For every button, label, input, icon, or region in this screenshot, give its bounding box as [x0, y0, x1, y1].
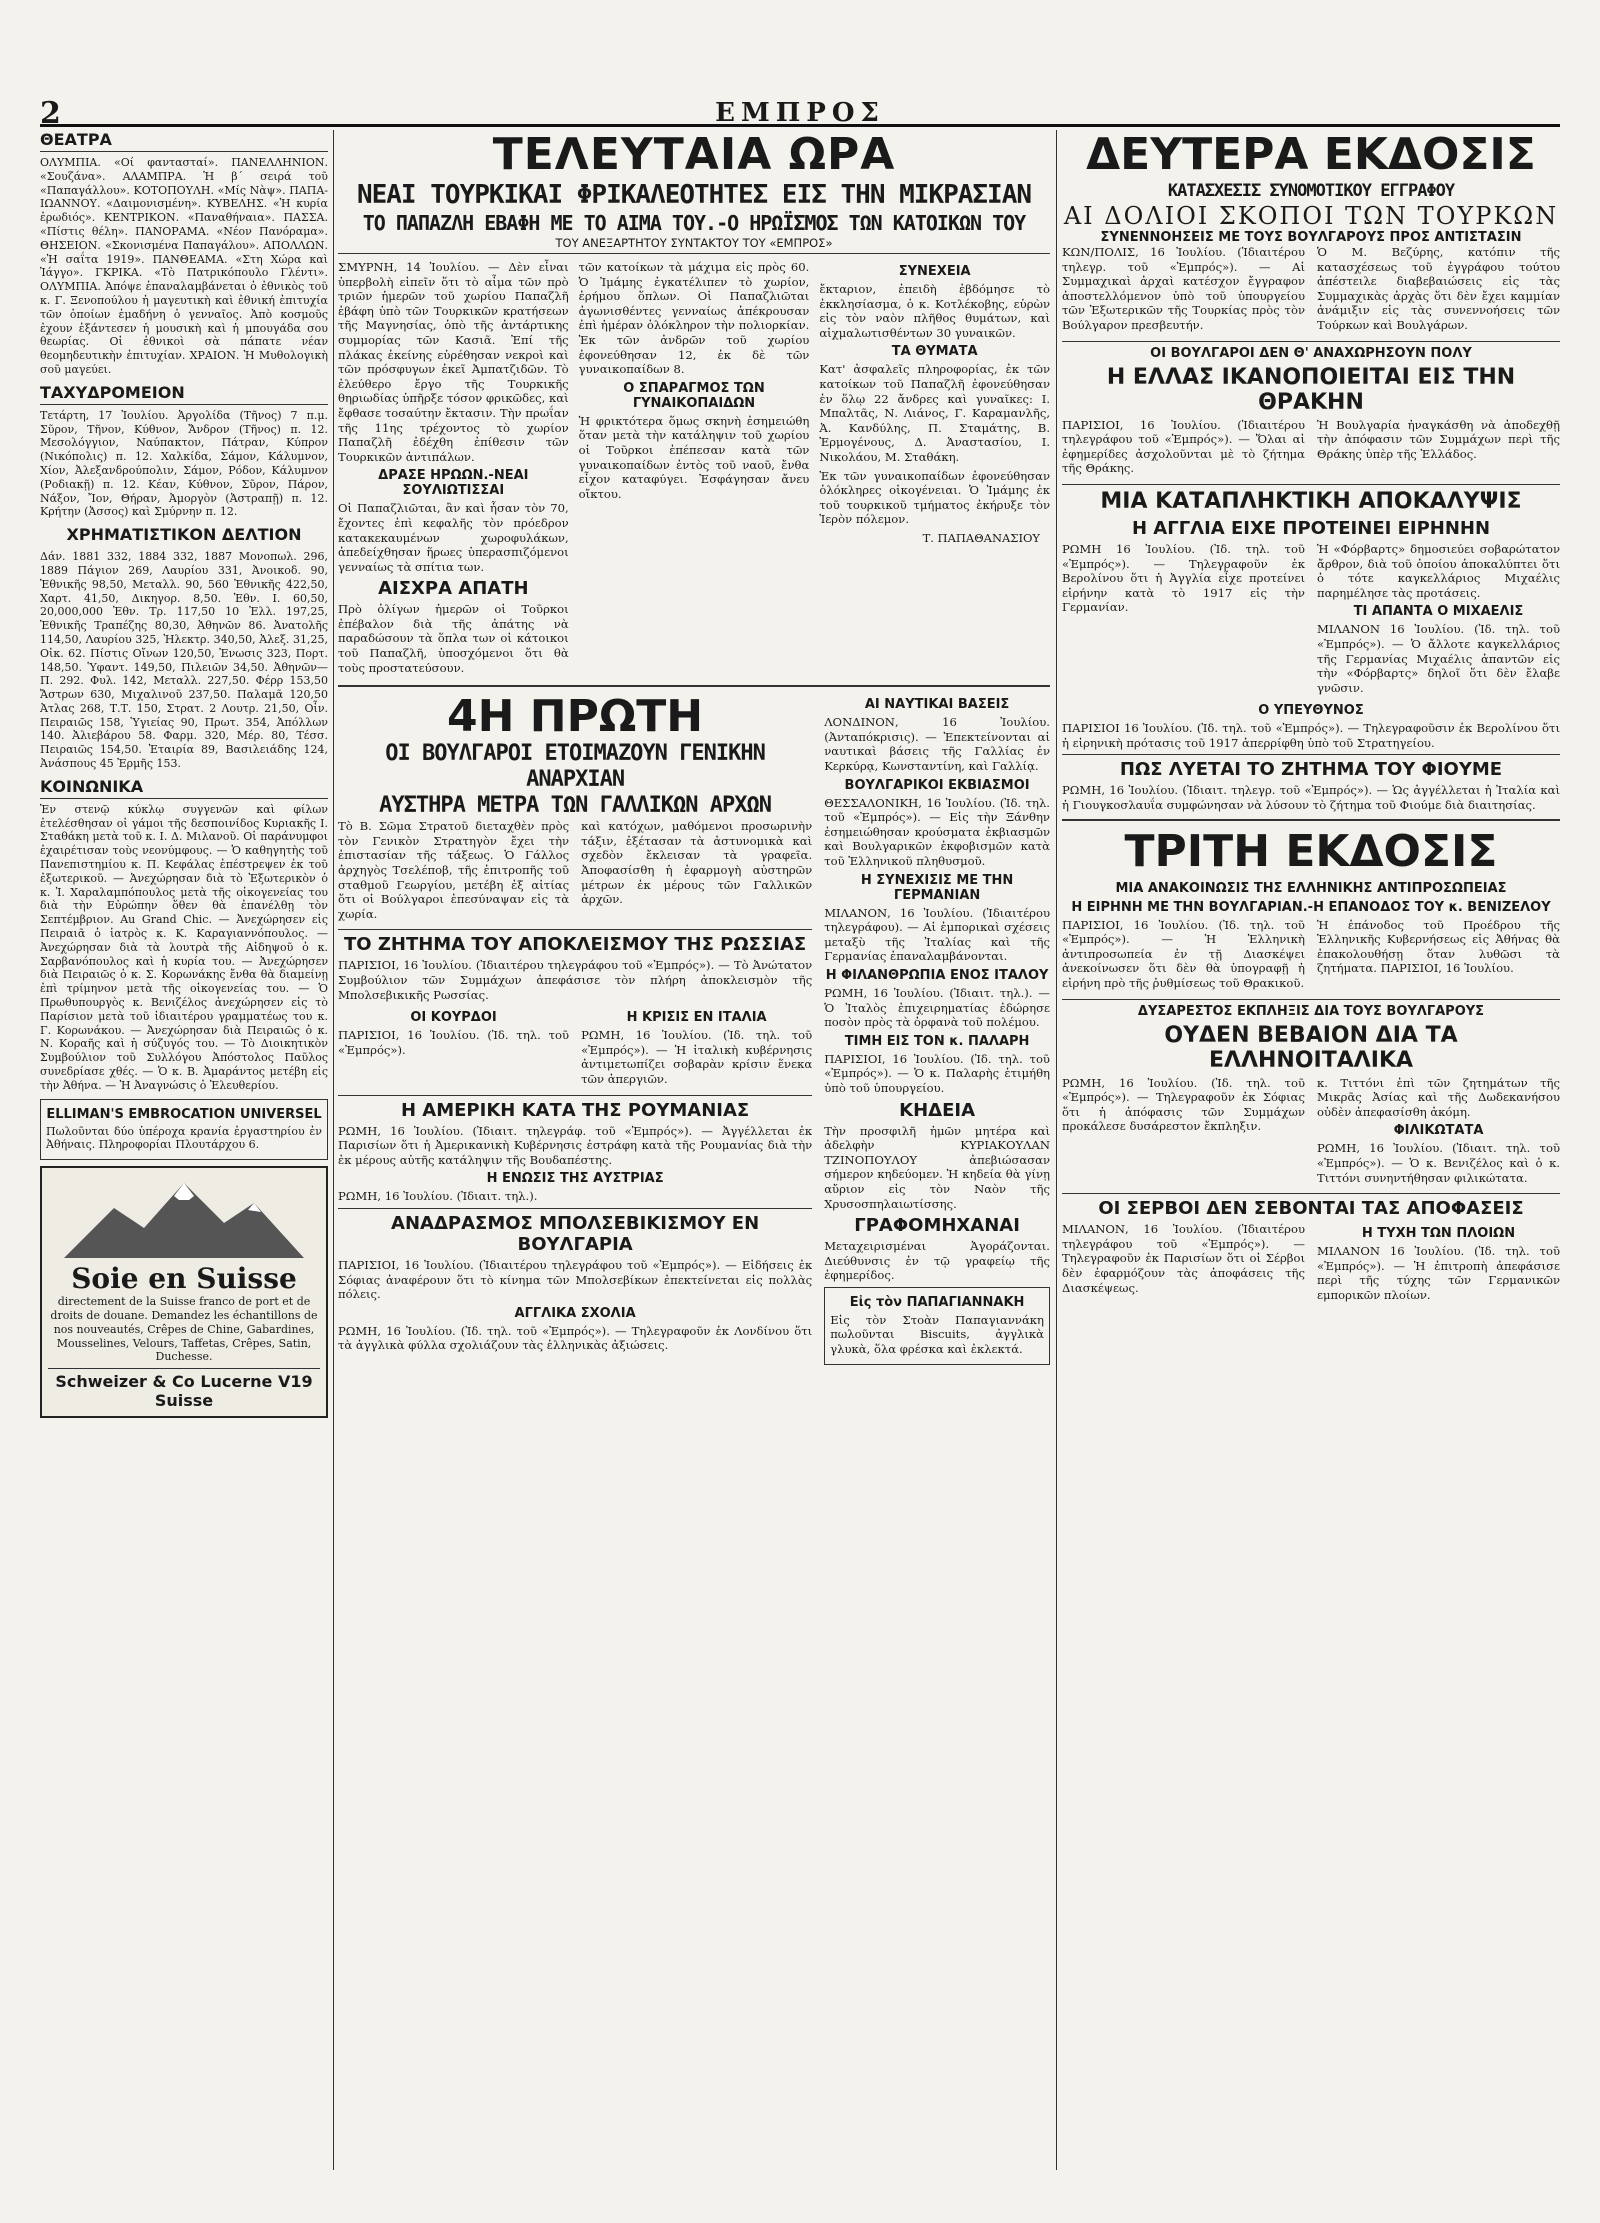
story-subhead: ΔΥΣΑΡΕΣΤΟΣ ΕΚΠΛΗΞΙΣ ΔΙΑ ΤΟΥΣ ΒΟΥΛΓΑΡΟΥΣ [1137, 1003, 1485, 1019]
story-subhead: Η ΑΓΓΛΙΑ ΕΙΧΕ ΠΡΟΤΕΙΝΕΙ ΕΙΡΗΝΗΝ [1131, 517, 1491, 539]
signature: Τ. ΠΑΠΑΘΑΝΑΣΙΟΥ [922, 530, 1041, 545]
divider [338, 1095, 812, 1096]
story-subhead: Η ΕΛΛΑΣ ΙΚΑΝΟΠΟΙΕΙΤΑΙ ΕΙΣ ΤΗΝ ΘΡΑΚΗΝ [1106, 364, 1516, 415]
story-text: ΜΙΛΑΝΟΝ, 16 Ἰουλίου. (Ἰδιαιτέρου τηλεγράφου τοῦ «Ἐμπρός»). — Τηλεγραφοῦν ἐκ Παρισίων ὅτι οἱ Σέρβοι δὲν ἐφαρμόζουν τὰς ἀποφάσεις τῆς Διασκέψεως. [1062, 1222, 1305, 1295]
story-text: ΡΩΜΗ, 16 Ἰουλίου. (Ἰδιαιτ. τηλ. τοῦ «Ἐμπρός»). — Ὁ κ. Βενιζέλος καὶ ὁ κ. Τιττόνι συνηντήθησαν φιλικώτατα. [1317, 1141, 1560, 1185]
story-col-3 [819, 260, 1050, 679]
story-columns [1062, 1076, 1560, 1190]
story-subhead: ΒΟΥΛΓΑΡΙΚΟΙ ΕΚΒΙΑΣΜΟΙ [844, 777, 1030, 793]
story-subhead: ΟΥΔΕΝ ΒΕΒΑΙΟΝ ΔΙΑ ΤΑ ΕΛΛΗΝΟΙΤΑΛΙΚΑ [1164, 1022, 1458, 1073]
story-col [1062, 245, 1305, 337]
finance-section [40, 525, 328, 771]
story-col [1317, 245, 1560, 337]
divider [1062, 341, 1560, 342]
theatre-section [40, 130, 328, 377]
story-columns [1062, 918, 1560, 995]
story-subhead: Η ΣΥΝΕΧΙΣΙΣ ΜΕ ΤΗΝ ΓΕΡΜΑΝΙΑΝ [860, 872, 1014, 903]
ad-text: Πωλοῦνται δύο ὑπέροχα κρανία ἐργαστηρίου ἐν Ἀθήναις. Πληροφορίαι Πλουτάρχου 6. [46, 1124, 322, 1152]
story-text: ΣΜΥΡΝΗ, 14 Ἰουλίου. — Δὲν εἶναι ὑπερβολὴ εἰπεῖν ὅτι τὸ αἷμα τῶν πρὸ τριῶν ἡμερῶν τοῦ χωρίου Παπαζλῆ ἐβάφη ὑπὸ τῶν Τουρκικῶν κρατήσεων τῆς Μαγνησίας, ὁπὸ τῆς ἀντάρτικης συμμορίας τῶν Κασιᾶ. Ἐπί τῆς πλάκας ἐκείνης εὑρέθησαν νεκροὶ καὶ τῶν πρόσφυγων ἐκεῖ Ἀμπατζιδῶν. Τὸ ἐλεύθερο ἔργο τῆς Τουρκικῆς θηριωδίας ὑπῆρξε τόσον φρικῶδες, καὶ ἔφθασε τοσαύτην ἔκτασιν. Τὴν πρωΐαν τῆς 11ης τρέχοντος τὸ χωρίον Παπαζλῆ ἐδέχθη ἐπίθεσιν τῶν Τουρκικῶν ἀντιπάλων. [338, 260, 569, 464]
story-text: Τὴν προσφιλῆ ἡμῶν μητέρα καὶ ἀδελφὴν ΚΥΡΙΑΚΟΥΛΑΝ ΤΖΙΝΟΠΟΥΛΟΥ ἀπεβιώσασαν σήμερον κηδεύομεν. Ἡ κηδεία θὰ γίνῃ αὔριον εἰς τὸν Ναὸν τῆς Χρυσοσπηλαιωτίσσης. [824, 1123, 1050, 1211]
byline: ΤΟΥ ΑΝΕΞΑΡΤΗΤΟΥ ΣΥΝΤΑΚΤΟΥ ΤΟΥ «ΕΜΠΡΟΣ» [338, 236, 1050, 254]
subheadline: ΝΕΑΙ ΤΟΥΡΚΙΚΑΙ ΦΡΙΚΑΛΕΟΤΗΤΕΣ ΕΙΣ ΤΗΝ ΜΙΚΡΑΣΙΑΝ [356, 180, 1032, 210]
ad-elliman [40, 1099, 328, 1161]
story-text: ΠΑΡΙΣΙΟΙ, 16 Ἰουλίου. (Ἰδ. τηλ. τοῦ «Ἐμπρός»). — Ἡ Ἑλληνικὴ ἀντιπροσωπεία ἐν τῇ Διασκέψει ἀνεκοίνωσεν ὅτι δὲν θὰ ὑπογραφῇ ἡ εἰρήνη πρὸ τῆς ῥυθμίσεως τοῦ Θρακικοῦ. [1062, 917, 1305, 991]
story-text: ΠΑΡΙΣΙΟΙ 16 Ἰουλίου. (Ἰδ. τηλ. τοῦ «Ἐμπρός»). — Τηλεγραφοῦσιν ἐκ Βερολίνου ὅτι ἡ εἰρηνικὴ πρότασις τοῦ 1917 ἀπερρίφθη ὑπὸ τοῦ Στρατηγείου. [1062, 721, 1560, 750]
story-subhead: ΤΑ ΘΥΜΑΤΑ [891, 344, 978, 360]
story-text: Τὸ Β. Σῶμα Στρατοῦ διεταχθὲν πρὸς τὸν Γενικὸν Στρατηγὸν ἔχει τὴν ἐπιστασίαν τῆς τάξεως. Ὁ Γάλλος ἀρχηγὸς Τσελέποβ, τῆς ἐπιτροπῆς τοῦ σταθμοῦ Γεωργίου, μετέβη ἐξ αἰτίας ὅτι οἱ Βούλγαροι ἐπεσύναψαν εἰς τὰ χωρία. [338, 819, 570, 921]
ad-text: Εἰς τὸν Στοὰν Παπαγιαννάκη πωλοῦνται Biscuits, ἀγγλικὰ γλυκὰ, ὅλα φρέσκα καὶ ἐκλεκτά. [830, 1312, 1044, 1357]
story-text: ΡΩΜΗ, 16 Ἰουλίου. (Ἰδ. τηλ. τοῦ «Ἐμπρός»). — Ἡ ἰταλικὴ κυβέρνησις ἀντιμετωπίζει σοβαρὰν κρίσιν ἕνεκα τῶν ἀπεργιῶν. [581, 1028, 813, 1086]
story-subhead: ΟΙ ΚΟΥΡΔΟΙ [410, 1010, 497, 1026]
story-text: ΠΑΡΙΣΙΟΙ, 16 Ἰουλίου. (Ἰδιαιτέρου τηλεγράφου τοῦ «Ἐμπρός»). — Ὅλαι αἱ ἐφημερίδες ἀσχολοῦνται μὲ τὸ ζήτημα τῆς Θράκης. [1062, 417, 1305, 476]
story-text: Ἡ φρικτότερα ὅμως σκηνὴ ἐσημειώθη ὅταν μετὰ τὴν κατάληψιν τοῦ χωρίου οἱ Τοῦρκοι ἐπέπεσαν κατὰ τῶν γυναικοπαίδων ἐντὸς τοῦ ναοῦ, ἔνθα εἶχον καταφύγει. Ἐσφάγησαν ἄνευ οἴκτου. [578, 413, 810, 501]
ad-logo: Soie en Suisse [71, 1262, 297, 1296]
divider [1062, 819, 1560, 821]
prote-headline: 4Η ΠΡΩΤΗ [447, 691, 704, 743]
news-grid [338, 1006, 812, 1090]
story-text: ΡΩΜΗ, 16 Ἰουλίου. (Ἰδιαιτ. τηλεγρ. τοῦ «Ἐμπρός»). — Ὡς ἀγγέλλεται ἡ Ἰταλία καὶ ἡ Γιουγκοσλαυΐα συμφώνησαν νὰ λύσουν τὸ ζήτημα τοῦ Φιούμε διὰ διαιτησίας. [1062, 783, 1560, 813]
story-columns [1062, 542, 1560, 699]
story-text: ἔκταριον, ἐπειδὴ ἐβδόμησε τὸ ἐκκλησίασμα, ὁ κ. Κοτλέκοβης, εὑρὼν εἰς τὸν ναὸν πλῆθος θυμάτων, καὶ αἰχμαλωτισθέντων 30 γυναικῶν. [819, 282, 1050, 340]
story-col [1317, 418, 1560, 480]
story-subhead: Η ΕΙΡΗΝΗ ΜΕ ΤΗΝ ΒΟΥΛΓΑΡΙΑΝ.-Η ΕΠΑΝΟΔΟΣ ΤΟΥ κ. ΒΕΝΙΖΕΛΟΥ [1071, 899, 1551, 915]
divider [1062, 754, 1560, 755]
mountain-illustration [64, 1178, 304, 1258]
story-subhead: Η ΤΥΧΗ ΤΩΝ ΠΛΟΙΩΝ [1361, 1226, 1516, 1242]
story-col [1317, 542, 1560, 699]
center-column [338, 130, 1050, 2190]
divider [338, 929, 812, 930]
story-col [1317, 918, 1560, 995]
paper-title: ΕΜΠΡΟΣ [715, 98, 885, 128]
story-subhead: ΑΙ ΝΑΥΤΙΚΑΙ ΒΑΣΕΙΣ [864, 697, 1010, 713]
story-text: ΠΑΡΙΣΙΟΙ, 16 Ἰουλίου. (Ἰδ. τηλ. τοῦ «Ἐμπρός»). [338, 1028, 570, 1057]
divider [338, 685, 1050, 687]
story-subhead: ΦΙΛΙΚΩΤΑΤΑ [1393, 1123, 1484, 1139]
section-heading: ΤΑΧΥΔΡΟΜΕΙΟΝ [40, 383, 328, 405]
divider [1062, 999, 1560, 1000]
story-text: Μεταχειρισμέναι Ἀγοράζονται. Διεύθυνσις ἐν τῷ γραφείῳ τῆς ἐφημερίδος. [824, 1239, 1050, 1283]
prote-body [338, 819, 812, 925]
column-rule [1056, 130, 1057, 2170]
subheadline: ΚΑΤΑΣΧΕΣΙΣ ΣΥΝΟΜΟΤΙΚΟΥ ΕΓΓΡΑΦΟΥ [1167, 181, 1455, 201]
story-text: ΡΩΜΗ, 16 Ἰουλίου. (Ἰδιαιτ. τηλεγράφ. τοῦ «Ἐμπρός»). — Ἀγγέλλεται ἐκ Παρισίων ὅτι ἡ Ἀμερικανικὴ Κυβέρνησις ἐστράφη κατὰ τῆς Ρουμανίας διὰ τὴν ἐκ μέρους αὐτῆς κατάληψιν τῆς Βουδαπέστης. [338, 1123, 813, 1167]
ad-body: directement de la Suisse franco de port et de droits de douane. Demandez les échantillons de nos nouveautés, Crêpes de Chine, Gabardines, Mousselines, Velours, Taffetas, Crêpes, Satin, Duchesse. [50, 1295, 318, 1364]
story-subhead: Η ΚΡΙΣΙΣ ΕΝ ΙΤΑΛΙΑ [626, 1010, 767, 1026]
story-subhead: ΟΙ ΒΟΥΛΓΑΡΟΙ ΔΕΝ Θ' ΑΝΑΧΩΡΗΣΟΥΝ ΠΟΛΥ [1150, 345, 1472, 361]
story-subhead: ΜΙΑ ΑΝΑΚΟΙΝΩΣΙΣ ΤΗΣ ΕΛΛΗΝΙΚΗΣ ΑΝΤΙΠΡΟΣΩΠΕΙΑΣ [1115, 880, 1507, 896]
edition-headline: ΤΡΙΤΗ ΕΚΔΟΣΙΣ [1124, 825, 1498, 877]
story-text: ΠΑΡΙΣΙΟΙ, 16 Ἰουλίου. (Ἰδ. τηλ. τοῦ «Ἐμπρός»). — Ὁ κ. Παλαρὴς ἐτιμήθη ὑπὸ τοῦ ὑπουργείου. [824, 1051, 1050, 1095]
story-subhead: ΤΙΜΗ ΕΙΣ ΤΟΝ κ. ΠΑΛΑΡΗ [844, 1033, 1030, 1049]
story-col [1062, 1222, 1305, 1306]
column-rule [333, 130, 334, 2170]
story-text: ΚΩΝ/ΠΟΛΙΣ, 16 Ἰουλίου. (Ἰδιαιτέρου τηλεγρ. τοῦ «Ἐμπρός»). — Αἱ Συμμαχικαὶ ἀρχαὶ κατέσχον ἔγγραφον ἀποστελλόμενον ὑπὸ τοῦ ὑπουργείου τῶν Ἐξωτερικῶν τῆς Τουρκίας πρὸς τὸν Βούλγαρον πρεσβευτήν. [1062, 245, 1305, 332]
story-text: Ἡ «Φόρβαρτς» δημοσιεύει σοβαρώτατον ἄρθρον, διὰ τοῦ ὁποίου ἀποκαλύπτει ὅτι ὁ τότε καγκελλάριος Μιχαέλις παρημέλησε τὰς προτάσεις. [1317, 541, 1560, 600]
section-text: ΟΛΥΜΠΙΑ. «Οί φαντασταί». ΠΑΝΕΛΛΗΝΙΟΝ. «Σουζάνα». ΑΛΑΜΠΡΑ. Ἡ β΄ σειρά τοῦ «Παπαγάλλου». ΚΟΤΟΠΟΥΛΗ. «Μίς Νὰψ». ΠΑΠΑ-ΙΩΑΝΝΟΥ. «Δαιμονισμένη». ΚΥΒΕΛΗΣ. «Ἡ κυρία ἐρωδιός». ΚΕΝΤΡΙΚΟΝ. «Παναθήναια». ΠΑΣΣΑ. «Πίστις θέλη». ΠΑΝΟΡΑΜΑ. «Νέον Πανόραμα». ΘΗΣΕΙΟΝ. «Σκονισμένα Παπαγάλου». ΑΠΟΛΛΩΝ. «Ἡ σαΐτα 1919». ΠΑΝΘΕΑΜΑ. «Στη Χώρα καὶ Ἰάγγο». ΓΚΡΙΚΑ. «Τὸ Πατρικόπουλο Γλέντι». ΟΛΥΜΠΙΑ. Ἀπόψε ἐπαναλαμβάνεται ὁ ἐθνικὸς τοῦ κ. Γ. Ξενοπούλου ἡ μαγευτικὴ καὶ ἐθνική ἐπιτυχία τῶν ὁποίων ἐμαδήνη ὁ γενναῖος. Ἀπὸ κοσμοῦς ἐχουν ἐξάντεσεν ἡ μουσικὴ καὶ ἡ μπουγάδα σου θεωρίας. Οἱ ἐθνικοὶ σὰ πάπατε νέαν θεομηδευτικὴν ἐπιτυχίαν. ΧΡΑΙΟΝ. Ἡ Μυθολογικὴ σοῦ μαγεύει. [40, 156, 328, 376]
story-text: ΛΟΝΔΙΝΟΝ, 16 Ἰουλίου. (Ἀνταπόκρισις). — Ἐπεκτείνονται αἱ ναυτικαὶ βάσεις τῆς Γαλλίας ἐν Κερκύρᾳ, Κωνσταντίνη, καὶ Γαλλίᾳ. [824, 715, 1050, 774]
story-subhead: ΚΗΔΕΙΑ [899, 1099, 976, 1121]
left-column [40, 130, 328, 2190]
page-number: 2 [40, 96, 61, 131]
story-subhead: ΜΙΑ ΚΑΤΑΠΛΗΚΤΙΚΗ ΑΠΟΚΑΛΥΨΙΣ [1100, 488, 1522, 514]
story-text: Ἡ Βουλγαρία ἠναγκάσθη νὰ ἀποδεχθῇ τὴν ἀπόφασιν τῶν Συμμάχων περὶ τῆς Θράκης ὑπὲρ τῆς Ἑλλάδος. [1317, 417, 1560, 461]
divider [1062, 1193, 1560, 1194]
story-subhead: ΠΩΣ ΛΥΕΤΑΙ ΤΟ ΖΗΤΗΜΑ ΤΟΥ ΦΙΟΥΜΕ [1119, 759, 1503, 781]
story-col-2 [579, 260, 810, 679]
story-subhead: ΔΡΑΣΕ ΗΡΩΩΝ.-ΝΕΑΙ ΣΟΥΛΙΩΤΙΣΣΑΙ [378, 468, 529, 499]
story-subhead: ΤΟ ΖΗΤΗΜΑ ΤΟΥ ΑΠΟΚΛΕΙΣΜΟΥ ΤΗΣ ΡΩΣΣΙΑΣ [343, 934, 807, 956]
story-col [1317, 1076, 1560, 1190]
story-text: κ. Τιττόνι ἐπὶ τῶν ζητημάτων τῆς Μικρᾶς Ἀσίας καὶ τῆς Δωδεκανήσου οὐδὲν ἀπεφασίσθη ἀκόμη. [1317, 1075, 1560, 1119]
story-subhead: Ο ΥΠΕΥΘΥΝΟΣ [1258, 703, 1364, 719]
story-columns [1062, 418, 1560, 480]
right-column [1062, 130, 1560, 2190]
story-subhead: Η ΕΝΩΣΙΣ ΤΗΣ ΑΥΣΤΡΙΑΣ [486, 1171, 664, 1187]
divider [338, 1208, 812, 1209]
story-subhead: ΣΥΝΕΧΕΙΑ [898, 264, 971, 279]
social-section [40, 777, 328, 1093]
story-text: ΡΩΜΗ, 16 Ἰουλίου. (Ἰδ. τηλ. τοῦ «Ἐμπρός»). — Τηλεγραφοῦν ἐκ Σόφιας ὅτι ἡ ἀπόφασις τῶν Συμμάχων προκάλεσε δυσάρεστον ἔκπληξιν. [1062, 1075, 1305, 1134]
story-columns [338, 260, 1050, 679]
story-subhead: ΟΙ ΣΕΡΒΟΙ ΔΕΝ ΣΕΒΟΝΤΑΙ ΤΑΣ ΑΠΟΦΑΣΕΙΣ [1098, 1198, 1524, 1220]
story-text: ΜΙΛΑΝΟΝ 16 Ἰουλίου. (Ἰδ. τηλ. τοῦ «Ἐμπρός»). — Ὁ ἄλλοτε καγκελλάριος τῆς Γερμανίας Μιχαέλις ἀπαντῶν εἰς τὴν «Φόρβαρτς» δηλοῖ ὅτι δὲν ἔλαβε γνῶσιν. [1317, 622, 1560, 695]
story-text: ΡΩΜΗ, 16 Ἰουλίου. (Ἰδ. τηλ. τοῦ «Ἐμπρός»). — Τηλεγραφοῦν ἐκ Λονδίνου ὅτι τὰ ἀγγλικὰ φύλλα σχολιάζουν τὰς ἑλληνικὰς ἀξιώσεις. [338, 1323, 813, 1353]
story-text: ΠΑΡΙΣΙΟΙ, 16 Ἰουλίου. (Ἰδιαιτέρου τηλεγράφου τοῦ «Ἐμπρός»). — Τὸ Ἀνώτατον Συμβούλιον τῶν Συμμάχων ἀπεφάσισε τὸν πλήρη ἀποκλεισμὸν τῆς Μπολσεβικικῆς Ρωσσίας. [338, 958, 813, 1002]
divider [1062, 484, 1560, 485]
lower-left [338, 693, 812, 1368]
story-text: ΜΙΛΑΝΟΝ 16 Ἰουλίου. (Ἰδ. τηλ. τοῦ «Ἐμπρός»). — Ἡ ἐπιτροπὴ ἀπεφάσισε περὶ τῆς τύχης τῶν Γερμανικῶν εμπορικῶν πλοίων. [1317, 1244, 1560, 1302]
lower-columns [338, 693, 1050, 1368]
story-text: ΠΑΡΙΣΙΟΙ, 16 Ἰουλίου. (Ἰδιαιτέρου τηλεγράφου τοῦ «Ἐμπρός»). — Εἰδήσεις ἐκ Σόφιας ἀναφέρουν ὅτι τὸ κίνημα τῶν Μπολσεβίκων ἐπεκτείνεται εἰς πολλὰς πόλεις. [338, 1257, 813, 1302]
edition-headline: ΔΕΥΤΕΡΑ ΕΚΔΟΣΙΣ [1086, 130, 1536, 180]
news-col [338, 1006, 569, 1090]
story-subhead: Η ΦΙΛΑΝΘΡΩΠΙΑ ΕΝΟΣ ΙΤΑΛΟΥ [825, 967, 1049, 983]
section-heading: ΧΡΗΜΑΤΙΣΤΙΚΟΝ ΔΕΛΤΙΟΝ [66, 525, 302, 545]
story-text: ΡΩΜΗ, 16 Ἰουλίου. (Ἰδιαιτ. τηλ.). [338, 1189, 538, 1204]
headline: ΤΕΛΕΥΤΑΙΑ ΩΡΑ [492, 130, 896, 180]
story-text: Οἱ Παπαζλιῶται, ἂν καὶ ἦσαν τὸν 70, ἔχοντες ἐπὶ κεφαλῆς τὸν πρόεδρον κατακεκαυμένων χωροφυλάκων, ἀπεδείχθησαν ἥρωες ὑπερασπιζόμενοι γενναίως τὰ σπίτια των. [338, 501, 569, 574]
prote-subheadline-2: ΑΥΣΤΗΡΑ ΜΕΤΡΑ ΤΩΝ ΓΑΛΛΙΚΩΝ ΑΡΧΩΝ [379, 793, 772, 819]
masthead [40, 96, 1560, 131]
story-col [1062, 1076, 1305, 1190]
story-col [1062, 918, 1305, 995]
section-text: Ἐν στενῷ κύκλῳ συγγενῶν καὶ φίλων ἐτελέσθησαν οἱ γάμοι τῆς δεσποινίδος Κυριακῆς Ι. Σταθάκη μετὰ τοῦ κ. Ι. Δ. Μιλανοῦ. Οἱ παράνυμφοι ἐχαιρέτισαν τοὺς νεονύμφους. — Ὁ καθηγητὴς τοῦ Πανεπιστημίου κ. Π. Κεφάλας ἐπέστρεψεν ἐκ τοῦ ἐξωτερικοῦ. — Ἀνεχώρησαν διὰ τὸ Ἐξωτερικὸν ὁ κ. Ἰ. Χαραλαμπόπουλος μετὰ τῆς οἰκογενείας του διὰ τὴν Εὐρώπην ὅθεν θὰ ἐπανέλθῃ τὸν Σεπτέμβριον. Au Grand Chic. — Ἀνεχώρησεν εἰς Πειραιᾶ ὁ ἰατρὸς κ. Κ. Καραγιαννόπουλος. — Ἀνεχώρησαν διὰ τὰ λουτρὰ τῆς Αἰδηψοῦ ὁ κ. Σαρβανόπουλος καὶ ἡ κυρία του. — Ἀνεχώρησεν διὰ Πειραιῶς ὁ κ. Σ. Κορωνάκης ἔνθα θὰ διαμείνῃ ἐπὶ τρίμηνον μετὰ τῆς οἰκογενείας του. — Ὁ Πρωθυπουργὸς κ. Βενιζέλος ἀνεχώρησεν εἰς τὸ Παρίσιον μετὰ τοῦ ἰδιαιτέρου γραμματέως του κ. Γ. Κορωνάκου. — Ἀνεχώρησαν διὰ Πειραιῶς ὁ κ. Ν. Κοραῆς καὶ ἡ σύζυγός του. — Τὸ Διοικητικὸν Συμβούλιον τοῦ Συλλόγου Ἀπόστολος Παῦλος συνεδρίασε χθές. — Ὁ κ. Β. Ἀμαράντος μετέβη εἰς τὴν Ἀθήνα. — Ἡ Ἀναγνώσις ὁ Ἐλευθερίου. [40, 802, 328, 1092]
story-text: Ἐκ τῶν γυναικοπαίδων ἐφονεύθησαν ὁλόκληρες οἰκογένειαι. Ὁ Ἰμάμης ἐκ τοῦ τουρκικοῦ τμήματος ἐκήρυξε τὸν Ἱερὸν πόλεμον. [819, 468, 1050, 527]
story-subhead: ΑΝΑΔΡΑΣΜΟΣ ΜΠΟΛΣΕΒΙΚΙΣΜΟΥ ΕΝ ΒΟΥΛΓΑΡΙΑ [391, 1212, 760, 1255]
prote-col [581, 819, 812, 925]
story-subhead: ΤΙ ΑΠΑΝΤΑ Ο ΜΙΧΑΕΛΙΣ [1353, 604, 1524, 620]
news-col [581, 1006, 812, 1090]
subheadline-3: ΣΥΝΕΝΝΟΗΣΕΙΣ ΜΕ ΤΟΥΣ ΒΟΥΛΓΑΡΟΥΣ ΠΡΟΣ ΑΝΤΙΣΤΑΣΙΝ [1100, 230, 1522, 245]
section-heading: ΚΟΙΝΩΝΙΚΑ [40, 777, 328, 799]
story-text: ΡΩΜΗ, 16 Ἰουλίου. (Ἰδιαιτ. τηλ.). — Ὁ Ἰταλὸς ἐπιχειρηματίας ἐδώρησε ποσὸν πρὸς τὰ ὀρφανὰ τοῦ πολέμου. [824, 985, 1050, 1030]
story-text: ΡΩΜΗ 16 Ἰουλίου. (Ἰδ. τηλ. τοῦ «Ἐμπρός»). — Τηλεγραφοῦν ἐκ Βερολίνου ὅτι ἡ Ἀγγλία εἶχε προτείνει εἰρήνην κατὰ τὸ 1917 εἰς τὴν Γερμανίαν. [1062, 541, 1305, 615]
story-text: Πρὸ ὀλίγων ἡμερῶν οἱ Τοῦρκοι ἐπέβαλον διὰ τῆς ἀπάτης νὰ παραδώσουν τὰ ὅπλα των οἱ κάτοικοι τοῦ Παπαζλῆ, ὑποσχόμενοι ὅτι θὰ τοὺς προστατεύσουν. [338, 602, 569, 675]
lower-right [824, 693, 1050, 1368]
story-text: καὶ κατόχων, μαθόμενοι προσωρινὴν τάξιν, ἐξέτασαν τὰ ἀστυνομικὰ καὶ σχεδὸν ἔκλεισαν τὰ γραφεῖα. Ἀποφασίσθη ἡ ἐφαρμογὴ αὐστηρῶν μέτρων ἐκ μέρους τῶν Γαλλικῶν ἀρχῶν. [581, 819, 813, 907]
section-heading: ΘΕΑΤΡΑ [40, 130, 328, 152]
section-text: Τετάρτη, 17 Ἰουλίου. Ἀργολίδα (Τῆνος) 7 π.μ. Σῦρον, Τῆνον, Κύθνον, Ἄνδρον (Τῆνος) π. 12. Μεσολόγγιον, Ναύπακτον, Πάτραν, Κύπρον (Νικόπολις) π. 12. Χαλκίδα, Σάμον, Κάλυμνον, Χίον, Ἀλεξανδρούπολιν, Σάμον, Ρόδον, Κάλυμνον (Ροδιακῇ) π. 12. Κέαν, Κύθνον, Σῦρον, Πάρον, Νάξον, Ἴον, Θήραν, Ἀμοργὸν (Ἀστραπῇ) π. 12. Κρήτην (Ἀσσος) καὶ Σμύρνην π. 12. [40, 408, 328, 519]
story-col [1317, 1222, 1560, 1306]
story-text: Ἡ ἐπάνοδος τοῦ Προέδρου τῆς Ἑλληνικῆς Κυβερνήσεως εἰς Ἀθήνας θὰ ἐπακολουθήσῃ ὅταν λυθῶσι τὰ ζητήματα. ΠΑΡΙΣΙΟΙ, 16 Ἰουλίου. [1317, 917, 1560, 976]
prote-subheadline: ΟΙ ΒΟΥΛΓΑΡΟΙ ΕΤΟΙΜΑΖΟΥΝ ΓΕΝΙΚΗΝ ΑΝΑΡΧΙΑΝ [385, 741, 765, 793]
ad-heading: ELLIMAN'S EMBROCATION UNIVERSEL [46, 1106, 322, 1122]
story-subhead: ΑΓΓΛΙΚΑ ΣΧΟΛΙΑ [514, 1305, 636, 1321]
story-columns [1062, 245, 1560, 337]
story-subhead: Ο ΣΠΑΡΑΓΜΟΣ ΤΩΝ ΓΥΝΑΙΚΟΠΑΙΔΩΝ [623, 380, 765, 411]
story-columns [1062, 1222, 1560, 1306]
story-text: ΘΕΣΣΑΛΟΝΙΚΗ, 16 Ἰουλίου. (Ἰδ. τηλ. τοῦ «Ἐμπρός»). — Εἰς τὴν Ξάνθην ἐσημειώθησαν κρούσματα ἐκβιασμῶν καὶ Βουλγαρικῶν ἐκφοβισμῶν κατὰ τοῦ Ἑλληνικοῦ πληθυσμοῦ. [824, 795, 1050, 868]
story-col [1062, 418, 1305, 480]
story-text: τῶν κατοίκων τὰ μάχιμα εἰς πρὸς 60. Ὁ Ἰμάμης ἐγκατέλιπεν τὸ χωρίον, ἐρήμου ὅπλων. Οἱ Παπαζλιῶται ἀγωνισθέντες γενναίως ἀπέκρουσαν ἐπὶ ἡμέραν ὁλόκληρον τὴν πολιορκίαν. Ἐκ τῶν ἀνδρῶν τοῦ χωρίου ἐφονεύθησαν 12, ἐκ δὲ τῶν γυναικοπαίδων 8. [578, 260, 810, 377]
story-text: Κατ' ἀσφαλεῖς πληροφορίας, ἐκ τῶν κατοίκων τοῦ Παπαζλῆ ἐφονεύθησαν ἐν ὅλῳ 22 ἄνδρες καὶ γυναῖκες: Ι. Μπαλτᾶς, Ν. Λιάνος, Γ. Καραμανλῆς, Ἀ. Κανδύλης, Π. Σταμάτης, Β. Ἐρμογένους, Δ. Ἀναστασίου, Ι. Νικολάου, Μ. Σταθάκη. [819, 362, 1050, 464]
story-text: ΜΙΛΑΝΟΝ, 16 Ἰουλίου. (Ἰδιαιτέρου τηλεγράφου). — Αἱ ἐμπορικαὶ σχέσεις μεταξὺ τῆς Ἰταλίας καὶ τῆς Γερμανίας ἐπαναλαμβάνονται. [824, 905, 1050, 964]
story-subhead: ΓΡΑΦΟΜΗΧΑΝΑΙ [854, 1215, 1020, 1237]
subheadline-2: ΤΟ ΠΑΠΑΖΛΗ ΕΒΑΦΗ ΜΕ ΤΟ ΑΙΜΑ ΤΟΥ.-Ο ΗΡΩΪΣΜΟΣ ΤΩΝ ΚΑΤΟΙΚΩΝ ΤΟΥ [362, 211, 1026, 235]
ad-papagiannaki [824, 1287, 1050, 1365]
subheadline-2: ΑΙ ΔΟΛΙΟΙ ΣΚΟΠΟΙ ΤΩΝ ΤΟΥΡΚΩΝ [1063, 202, 1559, 230]
ad-heading: Εἰς τὸν ΠΑΠΑΓΙΑΝΝΑΚΗ [849, 1294, 1025, 1310]
ad-silk [40, 1166, 328, 1418]
prote-col [338, 819, 569, 925]
story-subhead: Η ΑΜΕΡΙΚΗ ΚΑΤΑ ΤΗΣ ΡΟΥΜΑΝΙΑΣ [400, 1099, 750, 1121]
ad-footer: Schweizer & Co Lucerne V19 Suisse [48, 1368, 320, 1410]
story-text: Ὁ Μ. Βεζύρης, κατόπιν τῆς κατασχέσεως τοῦ ἐγγράφου τούτου ἀπέστειλε διαβεβαιώσεις εἰς τὰς Συμμαχικὰς ἀρχὰς ὅτι δὲν ἔχει καμμίαν ἀνάμιξιν εἰς τὰς συνεννοήσεις τῶν Τούρκων καὶ Βουλγάρων. [1317, 245, 1560, 332]
story-col [1062, 542, 1305, 699]
section-text: Δάν. 1881 332, 1884 332, 1887 Μονοπωλ. 296, 1889 Πάγιον 269, Λαυρίου 331, Ἀνοικοδ. 90, Ἐθνικῆς 98,50, Μεταλλ. 90, 560 Ἐθνικῆς 422,50, Χαρτ. 41,50, Δικηγορ. 8,50. Ἐθν. Ι. 60,50, 20,000,000 Ἐθν. Τρ. 117,50 10 Ἐλλ. 197,25, Ἐθνικῆς Τραπέζης 80,30, Ἀθηνῶν 86. Ἀνατολῆς 114,50, Λαυρίου 325, Ἠλεκτρ. 340,50, Ἀλεξ. 31,25, Οἰκ. 62. Πίστις Οἴνων 120,50, Ἐνωσις 323, Πορτ. 148,50. Ὑφαντ. 149,50, Πιλειῶν 34,50. Ἀθηνῶν—Π. 292. Φυλ. 142, Μεταλλ. 227,50. Φέρρ 153,50 Ἄστρων 630, Μιχαλινοῦ 237,50. Παλαμᾶ 120,50 Ἀτλας 268, Τ.Τ. 150, Στρατ. 2 Λουτρ. 21,50, Οἶν. Πειραιῶς 158, Ὑγιείας 90, Πρωτ. 354, Ἀπόλλων 140. Ἀλιεβάρου 58. Φαρμ. 320, Μέρ. 80, Τέσσ. Πειραιῶς 154,50. Ἑταιρία 89, Βασιλειάδης 124, Ἀνάσπους 45 Ἐρμῆς 153. [40, 550, 328, 771]
story-subhead: ΑΙΣΧΡΑ ΑΠΑΤΗ [378, 578, 529, 600]
mail-section [40, 383, 328, 519]
story-col-1 [338, 260, 569, 679]
